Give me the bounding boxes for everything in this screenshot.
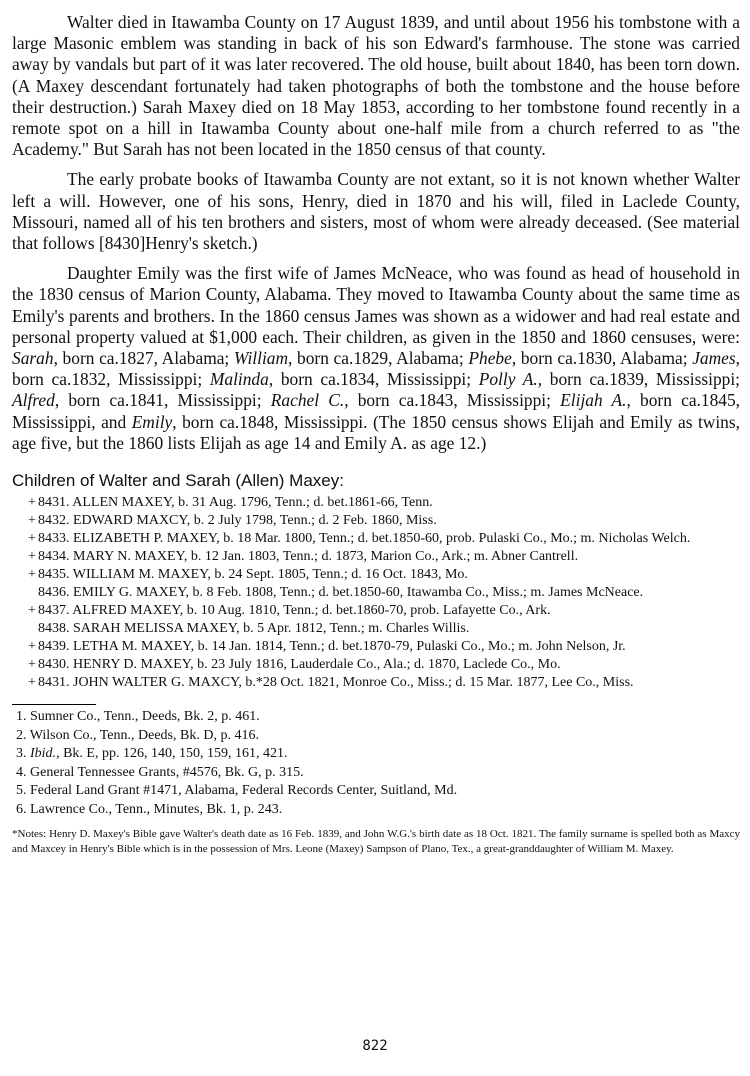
- child-entry: + 8433. ELIZABETH P. MAXEY, b. 18 Mar. 1800, Tenn.; d. bet.1850-60, prob. Pulaski Co., Mo.; m. Nicholas Welch.: [28, 531, 691, 547]
- footnote: 2. Wilson Co., Tenn., Deeds, Bk. D, p. 416.: [16, 727, 259, 743]
- children-list: [12, 494, 740, 692]
- descendant-marker: +: [28, 639, 36, 655]
- bible-notes: *Notes: Henry D. Maxey's Bible gave Walter's death date as 16 Feb. 1839, and John W.G.'s birth date as 18 Oct. 1821. The family surname is spelled both as Maxcy and Maxcey in Henry's Bible which is in the possession of Mrs. Leone (Maxey) Sampson of Plano, Tex., a great-granddaughter of William M. Maxey.: [12, 828, 740, 855]
- child-entry: + 8439. LETHA M. MAXEY, b. 14 Jan. 1814, Tenn.; d. bet.1870-79, Pulaski Co., Mo.; m. John Nelson, Jr.: [28, 639, 626, 655]
- footnote: 6. Lawrence Co., Tenn., Minutes, Bk. 1, p. 243.: [16, 801, 283, 817]
- footnote-divider: [12, 704, 96, 705]
- document-page: [12, 12, 740, 856]
- child-entry: + 8432. EDWARD MAXCY, b. 2 July 1798, Tenn.; d. 2 Feb. 1860, Miss.: [28, 513, 437, 529]
- child-entry: 8436. EMILY G. MAXEY, b. 8 Feb. 1808, Tenn.; d. bet.1850-60, Itawamba Co., Miss.; m. James McNeace.: [38, 585, 644, 601]
- footnotes: [12, 708, 740, 819]
- footnote: 1. Sumner Co., Tenn., Deeds, Bk. 2, p. 461.: [16, 709, 260, 725]
- footnote: 4. General Tennessee Grants, #4576, Bk. G, p. 315.: [16, 764, 304, 780]
- page-number: 822: [362, 1038, 388, 1054]
- children-heading: Children of Walter and Sarah (Allen) Maxey:: [12, 471, 344, 491]
- child-entry: + 8437. ALFRED MAXEY, b. 10 Aug. 1810, Tenn.; d. bet.1860-70, prob. Lafayette Co., Ark.: [28, 603, 551, 619]
- paragraph-emily: Daughter Emily was the first wife of James McNeace, who was found as head of household in the 1830 census of Marion County, Alabama. They moved to Itawamba County about the same time as Emily's parents and brothers. In the 1860 census James was shown as a widower and had real estate and personal property valued at $1,000 each. Their children, as given in the 1850 and 1860 censuses, were: Sarah, born ca.1827, Alabama; William, born ca.1829, Alabama; Phebe, born ca.1830, Alabama; James, born ca.1832, Mississippi; Malinda, born ca.1834, Mississippi; Polly A., born ca.1839, Mississippi; Alfred, born ca.1841, Mississippi; Rachel C., born ca.1843, Mississippi; Elijah A., born ca.1845, Mississippi, and Emily, born ca.1848, Mississippi. (The 1850 census shows Elijah and Emily as twins, age five, but the 1860 lists Elijah as age 14 and Emily A. as age 12.): [12, 263, 741, 453]
- child-entry: + 8434. MARY N. MAXEY, b. 12 Jan. 1803, Tenn.; d. 1873, Marion Co., Ark.; m. Abner Cantrell.: [28, 549, 579, 565]
- descendant-marker: +: [28, 531, 36, 547]
- footnote: 5. Federal Land Grant #1471, Alabama, Federal Records Center, Suitland, Md.: [16, 783, 458, 799]
- descendant-marker: +: [28, 495, 36, 511]
- paragraph-probate: The early probate books of Itawamba County are not extant, so it is not known whether Walter left a will. However, one of his sons, Henry, died in 1870 and his will, filed in Laclede County, Missouri, named all of his ten brothers and sisters, most of whom were already deceased. (See material that follows [8430]Henry's sketch.): [12, 169, 740, 254]
- descendant-marker: +: [28, 675, 36, 691]
- child-entry: + 8430. HENRY D. MAXEY, b. 23 July 1816, Lauderdale Co., Ala.; d. 1870, Laclede Co., Mo.: [28, 657, 561, 673]
- child-entry: + 8435. WILLIAM M. MAXEY, b. 24 Sept. 1805, Tenn.; d. 16 Oct. 1843, Mo.: [28, 567, 468, 583]
- child-entry: + 8431. ALLEN MAXEY, b. 31 Aug. 1796, Tenn.; d. bet.1861-66, Tenn.: [28, 495, 433, 511]
- child-entry: 8438. SARAH MELISSA MAXEY, b. 5 Apr. 1812, Tenn.; m. Charles Willis.: [38, 621, 470, 637]
- footnote: 3. Ibid., Bk. E, pp. 126, 140, 150, 159, 161, 421.: [16, 746, 288, 762]
- child-entry: + 8431. JOHN WALTER G. MAXCY, b.*28 Oct. 1821, Monroe Co., Miss.; d. 15 Mar. 1877, Lee Co., Miss.: [28, 675, 634, 691]
- descendant-marker: +: [28, 549, 36, 565]
- descendant-marker: +: [28, 657, 36, 673]
- descendant-marker: +: [28, 513, 36, 529]
- paragraph-walter-death: Walter died in Itawamba County on 17 August 1839, and until about 1956 his tombstone with a large Masonic emblem was standing in back of his son Edward's farmhouse. The stone was carried away by vandals but part of it was later recovered. The old house, built about 1840, has been torn down. (A Maxey descendant fortunately had taken photographs of both the tombstone and the house before their destruction.) Sarah Maxey died on 18 May 1853, according to her tombstone found recently in a remote spot on a hill in Itawamba County about one-half mile from a church referred to as "the Academy." But Sarah has not been located in the 1850 census of that county.: [12, 12, 740, 160]
- descendant-marker: +: [28, 567, 36, 583]
- descendant-marker: +: [28, 603, 36, 619]
